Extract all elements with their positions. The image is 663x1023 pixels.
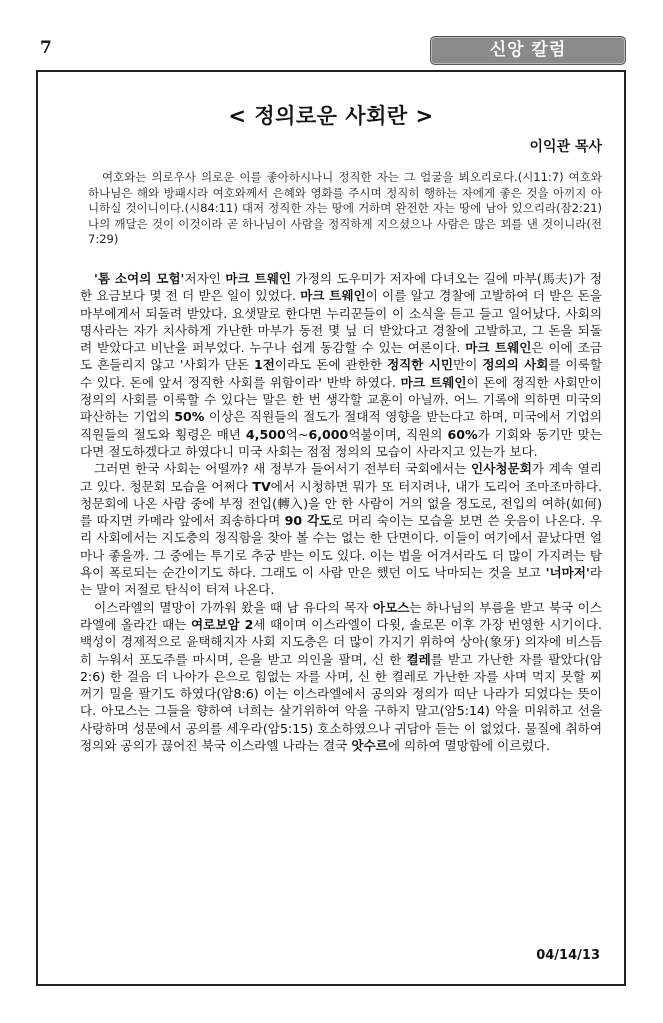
body-text-run: 에 의하여 멸망함에 이르렀다.	[387, 738, 550, 754]
body-text-run: 이라도 돈에 관한한	[274, 357, 387, 373]
emphasis-text: 아모스	[372, 599, 410, 615]
emphasis-text: '톰 소여의 모험'	[94, 271, 185, 286]
emphasis-text: 90 각도	[284, 513, 332, 529]
emphasis-text: 마크 트웨인	[225, 271, 292, 286]
article-body	[80, 270, 602, 754]
article-author: 이익관 목사	[529, 139, 602, 155]
emphasis-text: 정의의 사회	[482, 357, 549, 373]
body-text-run: 이 돈에 정직한 사회만이 정의의 사회를 이룩할 수 있다는 말은 한 번 생각할 교훈이 아닐까. 어느 기록에 의하면 미국의 파산하는 기업의	[80, 374, 602, 425]
emphasis-text: 여로보암 2	[191, 616, 254, 632]
article-frame	[36, 70, 626, 986]
emphasis-text: 마크 트웨인	[400, 374, 467, 390]
body-text-run: 에서 시청하면 뭐가 또 터지려나, 내가 도리어 조마조마하다. 청문회에 나온 사람 중에 부정 전입(轉入)을 안 한 사람이 거의 없을 정도로, 전입의 여하(如何)를 따지면 카메라 앞에서 죄송하다며	[80, 478, 602, 529]
body-text-run: 를 받고 가난한 자를 팔았다(암2:6) 한 걸음 더 나아가 은으로 힘없는 자를 사며, 신 한 켤레로 가난한 자를 사며 먹지 못할 찌꺼기 밀을 팔기도 하였다(암8:6) 이는 이스라엘에서 공의와 정의가 떠난 나라가 되었다는 뜻이다. 아모스는 그들을 향하여 너희는 살기위하여 악을 구하지 말고(암5:14) 악을 미워하고 선을 사랑하며 성문에서 공의를 세우라(암5:15) 호소하였으나 귀담아 듣는 이 없었다. 물질에 취하여 정의와 공의가 끊어진 북국 이스라엘 나라는 결국	[80, 651, 602, 754]
scripture-quote: 여호와는 의로우사 의로운 이를 좋아하시나니 정직한 자는 그 얼굴을 뵈오리로다.(시11:7) 여호와 하나님은 해와 방패시라 여호와께서 은혜와 영화를 주시며 정직히 행하는 자에게 좋은 것을 아끼지 아니하실 것이니이다.(시84:11) 대저 정직한 자는 땅에 거하며 완전한 자는 땅에 남아 있으리라(잠2:21) 나의 깨달은 것이 이것이라 곧 하나님이 사람을 정직하게 지으셨으나 사람은 많은 꾀를 낸 것이니라(전7:29)	[88, 170, 602, 246]
body-paragraph	[80, 270, 602, 460]
emphasis-text: 60%	[447, 426, 478, 442]
body-text-run: 그러면 한국 사회는 어떨까? 새 정부가 들어서기 전부터 국회에서는	[94, 461, 472, 477]
body-text-run: 라는 말이 저절로 탄식이 터져 나온다.	[80, 565, 602, 598]
emphasis-text: TV	[252, 478, 271, 494]
body-text-run: 이 이를 알고 경찰에 고발하여 더 받은 돈을 마부에게서 되돌려 받았다. 요샛말로 한다면 누리꾼들이 이 소식을 듣고 들고 일어났다. 사회의 명사라는 자가 치사하게 가난한 마부가 동전 몇 닢 더 받았다고 경찰에 고발하고, 그 돈을 되돌려 받았다고 비난을 퍼부었다. 누구나 쉽게 동감할 수 있는 여론이다.	[80, 288, 603, 356]
body-text-run: 억불이며, 직원의	[348, 426, 448, 442]
body-text-run: 로 머리 숙이는 모습을 보면 쓴 웃음이 나온다. 우리 사회에서는 지도층의 정직함을 찾아 볼 수는 없는 한 단면이다. 이들이 여기에서 끝났다면 얼마나 좋을까. 그 중에는 투기로 추궁 받는 이도 있다. 이는 법을 어겨서라도 더 많이 가지려는 탐욕이 폭로되는 순간이기도 하다. 그래도 이 사람 만은 했던 이도 낙마되는 것을 보고	[80, 513, 602, 581]
body-text-run: 은 이에 조금도 흔들리지 않고 '사회가 단돈	[80, 340, 602, 373]
body-text-run: 가정의 도우미가 저자에 다녀오는 길에 마부(馬夫)가 정한 요금보다 몇 전 더 받은 일이 있었다.	[80, 271, 603, 304]
emphasis-text: 6,000	[308, 426, 349, 442]
body-text-run: 세 때이며 이스라엘이 다윗, 솔로몬 이후 가장 번영한 시기이다. 백성이 경제적으로 윤택해지자 사회 지도층은 더 많이 가지기 위하여 상아(象牙) 의자에 비스듬히 누워서 포도주를 마시며, 은을 받고 의인을 팔며, 신 한	[80, 616, 603, 667]
emphasis-text: '너마저'	[545, 565, 590, 581]
body-text-run: 가 계속 열리고 있다. 청문회 모습을 어쩌다	[80, 461, 602, 494]
emphasis-text: 정직한 시민	[386, 357, 454, 373]
article-date: 04/14/13	[536, 948, 600, 963]
body-text-run: 이상은 직원들의 절도가 절대적 영향을 받는다고 하며, 미국에서 기업의 직원들의 절도와 횡령은 매년	[80, 409, 602, 442]
emphasis-text: 앗수르	[351, 738, 388, 754]
emphasis-text: 마크 트웨인	[465, 340, 532, 356]
body-text-run: 저자인	[184, 271, 226, 286]
emphasis-text: 4,500	[245, 426, 286, 442]
body-text-run: 를 이룩할 수 있다. 돈에 앞서 정직한 사회를 위함이라' 반박 하였다.	[80, 357, 603, 390]
body-text-run: 는 하나님의 부름을 받고 북국 이스라엘에 올라간 때는	[80, 599, 602, 632]
body-text-run: 만이	[453, 357, 483, 373]
emphasis-text: 1전	[253, 357, 275, 373]
emphasis-text: 50%	[174, 409, 205, 425]
body-text-run: 가 기회와 동기만 맞는다면 절도하겠다고 하였다니 미국 사회는 점점 정의의 모습이 사라지고 있는가 보다.	[80, 426, 603, 459]
article-title: < 정의로운 사회란 >	[228, 104, 434, 128]
body-text-run: 이스라엘의 멸망이 가까워 왔을 때 남 유다의 목자	[94, 599, 373, 615]
emphasis-text: 마크 트웨인	[300, 288, 366, 304]
body-paragraph	[80, 599, 602, 755]
section-tag: 신앙 칼럼	[430, 36, 626, 65]
emphasis-text: 인사청문회	[471, 461, 532, 477]
body-text-run: 억~	[285, 426, 309, 442]
emphasis-text: 켤레	[406, 651, 431, 667]
body-paragraph	[80, 460, 602, 598]
page-number: 7	[40, 38, 52, 58]
